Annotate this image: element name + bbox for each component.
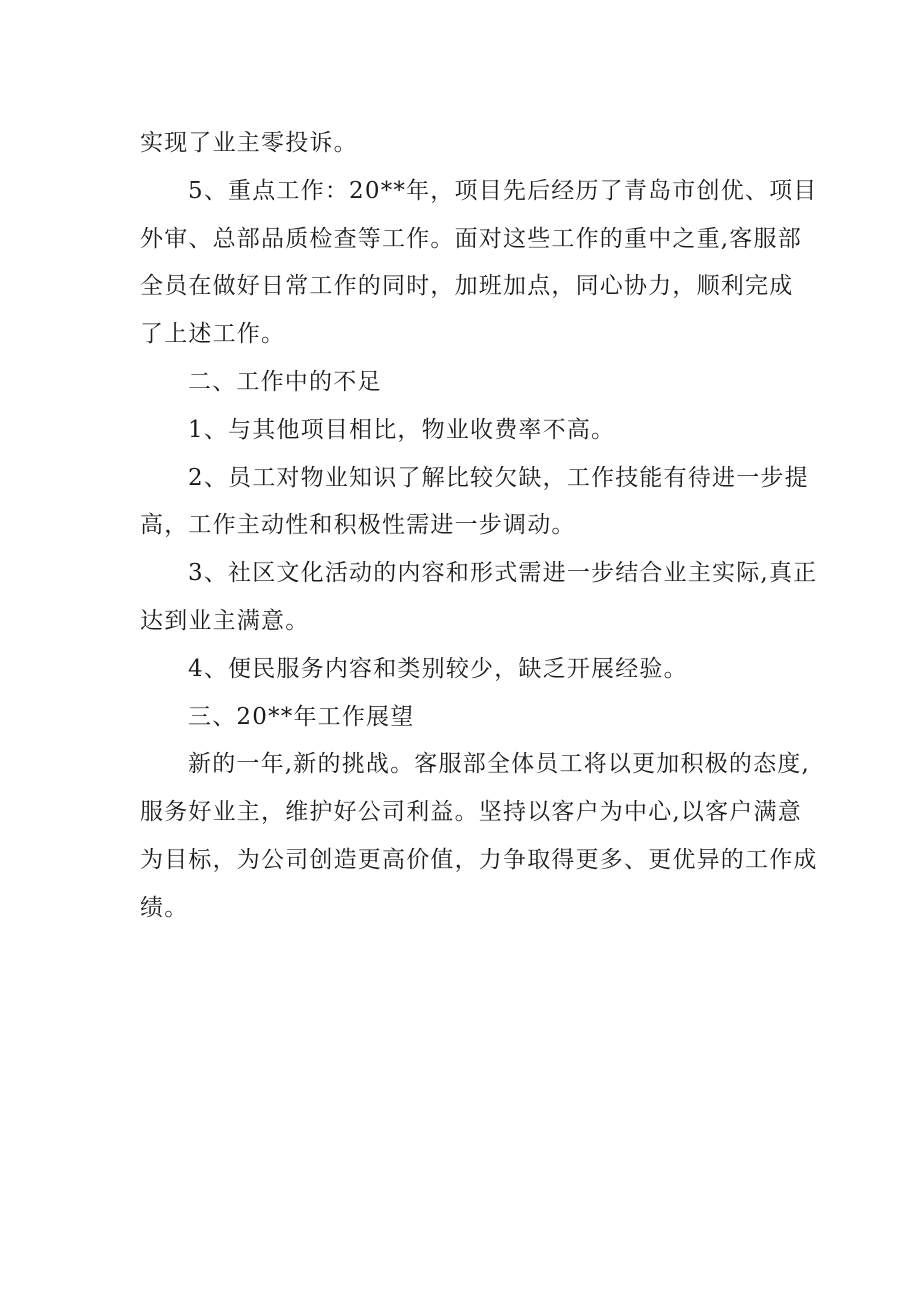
text-line: 为目标，为公司创造更高价值，力争取得更多、更优异的工作成 <box>140 846 818 873</box>
section-heading: 三、20**年工作展望 <box>188 703 415 730</box>
text-line: 服务好业主，维护好公司利益。坚持以客户为中心,以客户满意 <box>140 799 802 826</box>
text-line: 4、便民服务内容和类别较少，缺乏开展经验。 <box>188 655 688 682</box>
text-line: 外审、总部品质检查等工作。面对这些工作的重中之重,客服部 <box>140 225 802 252</box>
section-heading: 二、工作中的不足 <box>188 368 382 395</box>
text-line: 实现了业主零投诉。 <box>140 130 358 156</box>
text-line: 2、员工对物业知识了解比较欠缺，工作技能有待进一步提 <box>188 464 809 491</box>
document-body <box>140 120 818 933</box>
text-line: 5、重点工作：20**年，项目先后经历了青岛市创优、项目 <box>188 177 818 204</box>
text-line: 达到业主满意。 <box>140 607 310 634</box>
text-line: 1、与其他项目相比，物业收费率不高。 <box>188 416 616 443</box>
text-line: 高，工作主动性和积极性需进一步调动。 <box>140 512 576 539</box>
text-line: 全员在做好日常工作的同时，加班加点，同心协力，顺利完成 <box>140 273 794 300</box>
text-line: 3、社区文化活动的内容和形式需进一步结合业主实际,真正 <box>188 560 818 587</box>
text-line: 绩。 <box>140 894 189 921</box>
text-line: 了上述工作。 <box>140 321 286 348</box>
text-line: 新的一年,新的挑战。客服部全体员工将以更加积极的态度, <box>188 751 811 778</box>
